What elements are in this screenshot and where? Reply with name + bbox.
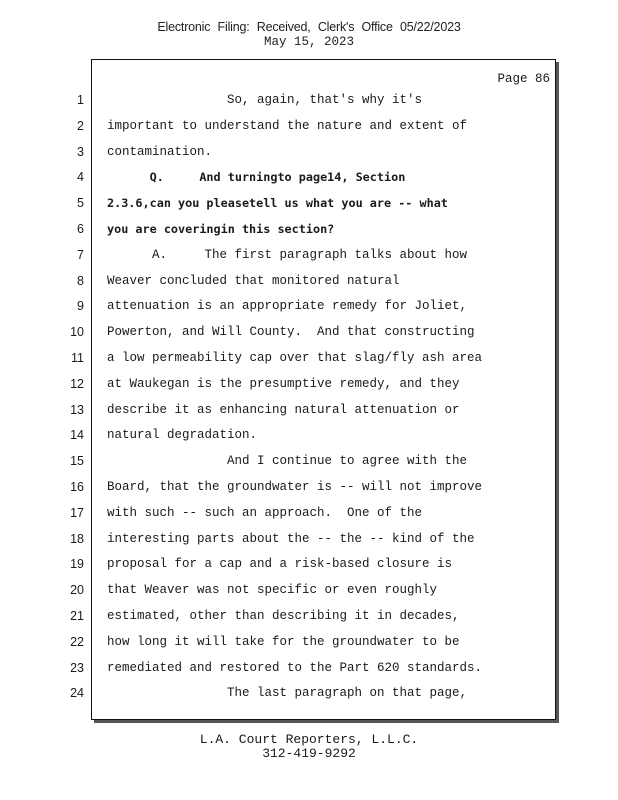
transcript-line: that Weaver was not specific or even roughly [107,583,438,598]
transcript-line: A. The first paragraph talks about how [107,247,468,262]
line-number: 8 [77,273,84,288]
transcript-line: Weaver concluded that monitored natural [107,273,400,288]
line-number: 20 [70,583,84,598]
transcript-line: Powerton, and Will County. And that constructing [107,325,475,340]
line-number: 22 [70,634,84,649]
line-number: 9 [77,299,84,314]
line-number: 19 [70,557,84,572]
line-number: 17 [70,505,84,520]
transcript-line: Q. And turningto page14, Section [107,170,406,185]
line-number: 13 [70,402,84,417]
transcript-line: contamination. [107,144,213,159]
line-number: 15 [70,454,84,469]
line-number: 3 [77,144,84,159]
line-number: 7 [77,247,84,262]
line-number: 12 [70,376,84,391]
line-number: 5 [77,196,84,211]
transcript-line: The last paragraph on that page, [107,686,468,701]
transcript-line: Board, that the groundwater is -- will not improve [107,479,483,494]
court-reporter-name: L.A. Court Reporters, L.L.C. [199,732,419,747]
transcript-body [107,88,552,707]
transcript-line: natural degradation. [107,428,258,443]
transcript-line: important to understand the nature and extent of [107,118,468,133]
transcript-line: a low permeability cap over that slag/fly ash area [107,350,483,365]
line-number: 1 [77,93,84,107]
line-number: 4 [77,170,84,185]
line-number: 14 [70,428,84,443]
transcript-line: remediated and restored to the Part 620 standards. [107,660,483,675]
line-number: 11 [71,350,84,365]
line-number: 16 [70,479,84,494]
page-number: Page 86 [497,72,550,86]
transcript-line: proposal for a cap and a risk-based closure is [107,557,453,572]
transcript-line: you are coveringin this section? [107,221,335,236]
transcript-line: describe it as enhancing natural attenuation or [107,402,460,417]
filing-stamp: Electronic Filing: Received, Clerk's Office 05/22/2023 [157,20,461,34]
line-number: 24 [70,686,84,701]
line-number: 2 [77,118,84,133]
transcript-date: May 15, 2023 [263,35,354,49]
court-reporter-phone: 312-419-9292 [262,746,356,761]
line-number: 18 [70,531,84,546]
line-number: 6 [77,221,84,236]
transcript-line: interesting parts about the -- the -- kind of the [107,531,475,546]
transcript-line: with such -- such an approach. One of the [107,505,423,520]
transcript-line: 2.3.6,can you pleasetell us what you are -- what [107,196,448,211]
transcript-line: estimated, other than describing it in decades, [107,608,460,623]
line-number: 10 [70,325,84,340]
transcript-line: attenuation is an appropriate remedy for Joliet, [107,299,468,314]
line-number: 23 [70,660,84,675]
transcript-line: And I continue to agree with the [107,454,468,469]
transcript-line: So, again, that's why it's [107,93,423,107]
transcript-line: how long it will take for the groundwater to be [107,634,460,649]
transcript-line: at Waukegan is the presumptive remedy, and they [107,376,460,391]
line-number-column [60,88,84,707]
line-number: 21 [70,608,84,623]
